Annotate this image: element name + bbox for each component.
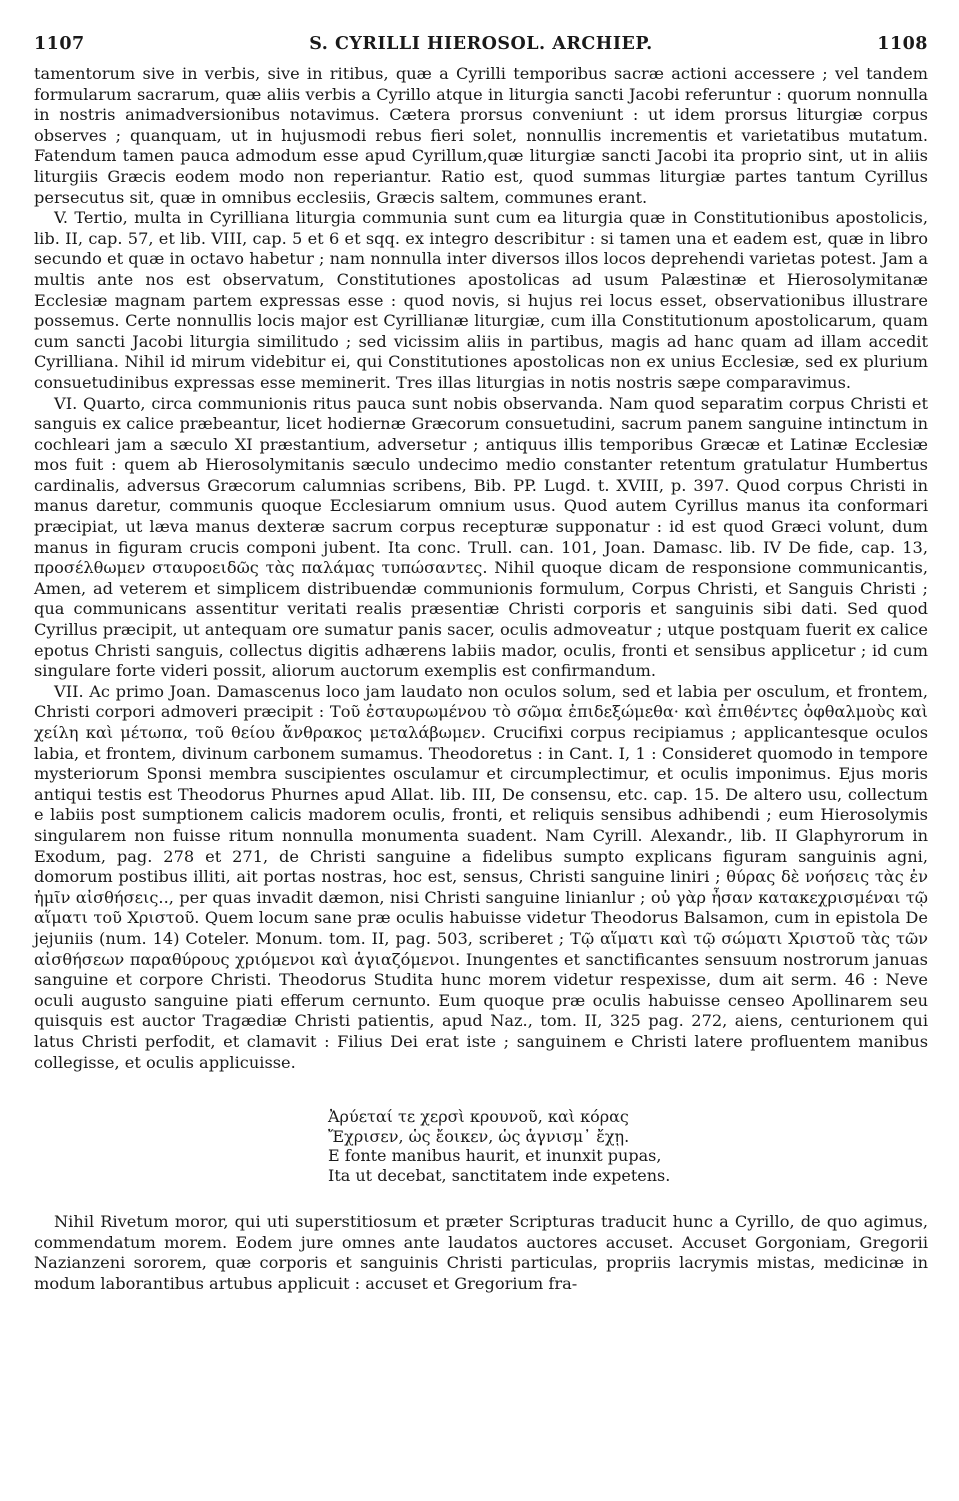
main-text (34, 64, 928, 1073)
running-title: S. CYRILLI HIEROSOL. ARCHIEP. (309, 34, 653, 54)
paragraph-vii: VII. Ac primo Joan. Damascenus loco jam laudato non oculos solum, sed et labia per osculum, et frontem, Christi corpori admoveri præcipit : Τοῦ ἐσταυρωμένου τὸ σῶμα ἐπιδεξώμεθα· καὶ ἐπιθέντες ὀφθαλμοὺς καὶ χείλη καὶ μέτωπα, τοῦ θείου ἄνθρακος μεταλάβωμεν. Crucifixi corpus recipiamus ; applicantesque oculos labia, et frontem, divinum carbonem sumamus. Theodoretus : in Cant. I, 1 : Consideret quomodo in tempore mysteriorum Sponsi membra suscipientes osculamur et circumplectimur, et oculis imponimus. Ejus moris antiqui testis est Theodorus Phurnes apud Allat. lib. III, De consensu, etc. cap. 15. De altero usu, collectum e labiis post sumptionem calicis madorem oculis, fronti, et reliquis sensibus adhibendi ; eum Hierosolymis singularem non fuisse ritum nonnulla monumenta suadent. Nam Cyrill. Alexandr., lib. II Glaphyrorum in Exodum, pag. 278 et 271, de Christi sanguine a fidelibus sumpto explicans figuram sanguinis agni, domorum postibus illiti, ait portas nostras, hoc est, sensus, Christi sanguine liniri ; θύρας δὲ νοήσεις τὰς ἐν ἡμῖν αἰσθήσεις.., per quas invadit dæmon, nisi Christi sanguine linianlur ; οὐ γὰρ ἦσαν κατακεχρισμέναι τῷ αἵματι τοῦ Χριστοῦ. Quem locum sane præ oculis habuisse videtur Theodorus Balsamon, cum in epistola De jejuniis (num. 14) Coteler. Monum. tom. II, pag. 503, scriberet ; Τῷ αἵματι καὶ τῷ σώματι Χριστοῦ τὰς τῶν αἰσθήσεων παραθύρους χριόμενοι καὶ ἁγιαζόμενοι. Inungentes et sanctificantes sensuum nostrorum januas sanguine et corpore Christi. Theodorus Studita hunc morem videtur respexisse, dum ait serm. 46 : Neve oculi augusto sanguine piati efferum cernunto. Eum quoque præ oculis habuisse censeo Apollinarem seu quisquis est auctor Tragædiæ Christi patientis, apud Naz., tom. II, 325 pag. 272, aiens, centurionem qui latus Christi perfodit, et clamavit : Filius Dei erat iste ; sanguinem e Christi latere profluentem manibus collegisse, et oculis applicuisse. (34, 681, 928, 1072)
paragraph-vi: VI. Quarto, circa communionis ritus pauca sunt nobis observanda. Nam quod separatim corpus Christi et sanguis ex calice præbeantur, licet hodiernæ Græcorum consuetudini, sacrum panem sanguine intinctum in cochleari jam a sæculo XI præstantium, adversetur ; antiquus illis temporibus Græcæ et Latinæ Ecclesiæ mos fuit : quem ab Hierosolymitanis sæculo undecimo medio constanter retentum gratulatur Humbertus cardinalis, adversus Græcorum calumnias scribens, Bib. PP. Lugd. t. XVIII, p. 397. Quod corpus Christi in manus daretur, communis quoque Ecclesiarum omnium usus. Quod autem Cyrillus manus ita conformari præcipiat, ut læva manus dexteræ sacrum corpus recepturæ supponatur : id est quod Græci volunt, dum manus in figuram crucis componi jubent. Ita conc. Trull. can. 101, Joan. Damasc. lib. IV De fide, cap. 13, προσέλθωμεν σταυροειδῶς τὰς παλάμας τυπώσαντες. Nihil quoque dicam de responsione communicantis, Amen, ad veterem et simplicem distribuendæ communionis formulum, Corpus Christi, et Sanguis Christi ; qua communicans assentitur veritati realis præsentiæ Christi corporis et sanguinis sibi dati. Sed quod Cyrillus præcipit, ut antequam ore sumatur panis sacer, oculis admoveatur ; utque postquam fuerit ex calice epotus Christi sanguis, collectus digitis adhærens labiis mador, oculis, fronti et sensibus applicetur ; id cum singulare forte videri possit, aliorum auctorum exemplis est confirmandum. (34, 393, 928, 681)
page-number-right: 1108 (877, 34, 928, 54)
paragraph-continuation: tamentorum sive in verbis, sive in ritibus, quæ a Cyrilli temporibus sacræ actioni accessere ; vel tandem formularum sacrarum, quæ aliis verbis a Cyrillo atque in liturgia sancti Jacobi referuntur : quorum nonnulla in nostris animadversionibus notavimus. Cætera prorsus conveniunt : ut idem prorsus liturgiæ corpus observes ; quanquam, ut in hujusmodi rebus fieri solet, nonnullis incrementis et varietatibus mutatum. Fatendum tamen pauca admodum esse apud Cyrillum,quæ liturgiæ sancti Jacobi ita proprio sint, ut in aliis liturgiis Græcis eodem modo non reperiantur. Ratio est, quod summas liturgiæ partes tantum Cyrillus persecutus sit, quæ in omnibus ecclesiis, Græcis saltem, communes erant. (34, 64, 928, 207)
paragraph-closing: Nihil Rivetum moror, qui uti superstitiosum et præter Scripturas traducit hunc a Cyrillo, de quo agimus, commendatum morem. Eodem jure omnes ante laudatos auctores accuset. Accuset Gorgoniam, Gregorii Nazianzeni sororem, quæ corporis et sanguinis Christi particulas, propriis lacrymis mistas, medicinæ in modum laborantibus artubus applicuit : accuset et Gregorium fra- (34, 1212, 928, 1293)
verse-line: E fonte manibus haurit, et inunxit pupas, (328, 1146, 662, 1166)
verse-line: Ἀρύεταί τε χερσὶ κρουνοῦ, καὶ κόρας (328, 1107, 629, 1127)
paragraph-v: V. Tertio, multa in Cyrilliana liturgia communia sunt cum ea liturgia quæ in Constitutionibus apostolicis, lib. II, cap. 57, et lib. VIII, cap. 5 et 6 et sqq. ex integro describitur : si tamen una et eadem est, quæ in libro secundo et quæ in octavo habetur ; nam nonnulla inter diversos illos locos deprehendi varietas potest. Jam a multis ante nos est observatum, Constitutiones apostolicas ad usum Palæstinæ et Hierosolymitanæ Ecclesiæ magnam partem expressas esse : quod novis, si hujus rei locus esset, observationibus illustrare possemus. Certe nonnullis locis major est Cyrillianæ liturgiæ, cum illa Constitutionum apostolicarum, quam cum sancti Jacobi liturgia similitudo ; sed vicissim aliis in partibus, magis ad hanc quam ad illam accedit Cyrilliana. Nihil id mirum videbitur ei, qui Constitutiones apostolicas non ex unius Ecclesiæ, sed ex plurium consuetudinibus expressas esse meminerit. Tres illas liturgias in notis nostris sæpe comparavimus. (34, 208, 929, 392)
closing-text (34, 1212, 928, 1294)
running-header (34, 34, 928, 64)
verse-quotation (328, 1107, 928, 1185)
page-number-left: 1107 (34, 34, 85, 54)
verse-line: Ita ut decebat, sanctitatem inde expetens. (328, 1165, 671, 1185)
verse-line: Ἔχρισεν, ὡς ἔοικεν, ὡς ἁγνισμ᾽ ἔχῃ. (328, 1126, 630, 1146)
